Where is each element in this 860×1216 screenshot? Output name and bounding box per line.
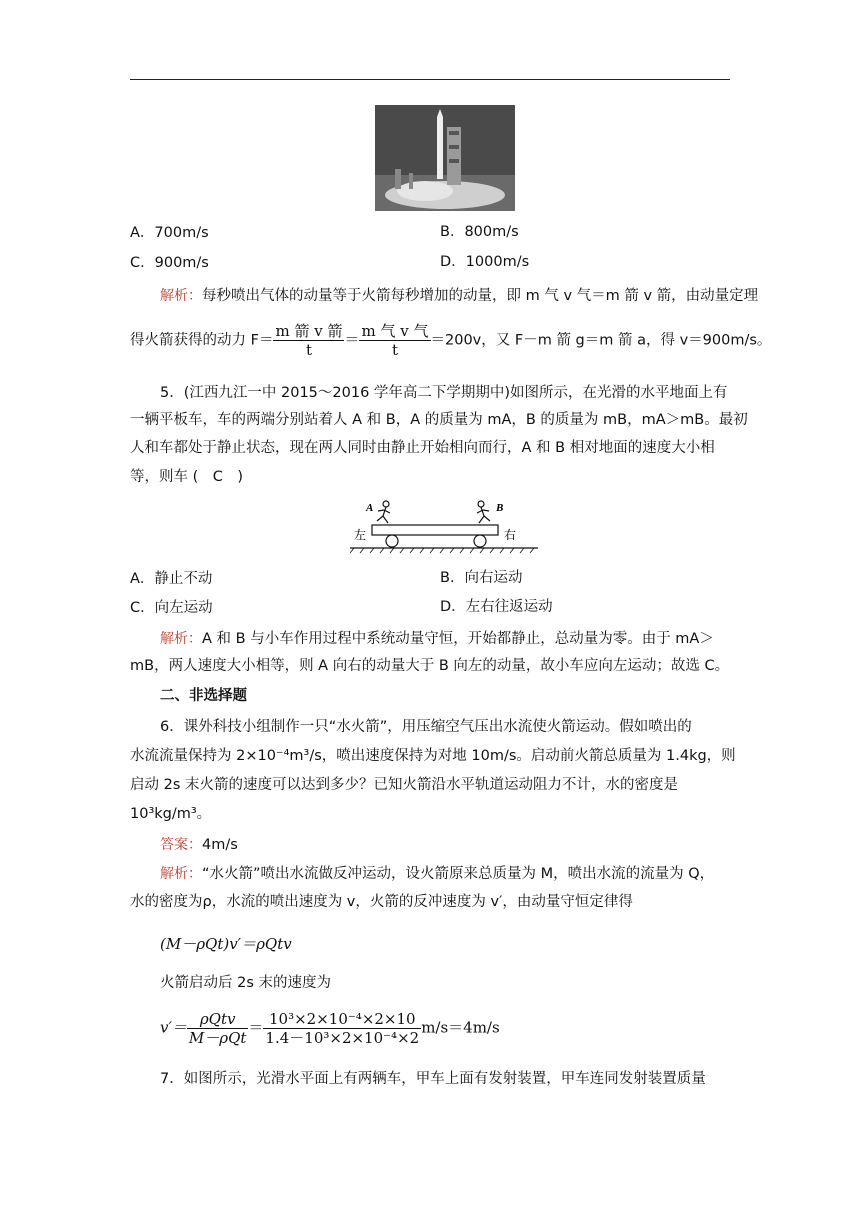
q6-eq2-f2-den: 1.4－10³×2×10⁻⁴×2 (265, 1029, 420, 1047)
q5-analysis-line2: mB，两人速度大小相等，则 A 向右的动量大于 B 向左的动量，故小车应向左运动；故选 C。 (130, 658, 730, 674)
q5-stem-line1: 5．(江西九江一中 2015～2016 学年高二下学期期中)如图所示，在光滑的水平地面上有 (160, 385, 728, 401)
q4-frac2-num: m 气 v 气 (361, 322, 429, 340)
q4-analysis-label: 解析： (160, 288, 202, 304)
q4-options-row1 (130, 221, 730, 244)
q5-analysis-label: 解析： (160, 631, 202, 647)
person-a-icon (377, 501, 390, 523)
q4-option-b: B．800m/s (440, 224, 519, 240)
q4-options-row2 (130, 251, 730, 274)
q7-stem-line1: 7．如图所示，光滑水平面上有两辆车，甲车上面有发射装置，甲车连同发射装置质量 (160, 1071, 706, 1087)
q6-answer-line (160, 833, 760, 856)
q5-analysis-text1: A 和 B 与小车作用过程中系统动量守恒，开始都静止，总动量为零。由于 mA＞ (202, 631, 714, 647)
q6-eq2-fraction-2 (263, 1010, 421, 1047)
section-title: 二、非选择题 (160, 688, 247, 704)
header-rule (130, 79, 730, 80)
q4-fraction-2 (359, 322, 430, 359)
cart-figure (350, 497, 540, 557)
cart-board (372, 525, 498, 535)
q5-options-row1 (130, 567, 730, 590)
q6-stem-line1: 6．课外科技小组制作一只“水火箭”，用压缩空气压出水流使火箭运动。假如喷出的 (160, 719, 692, 735)
q6-equation-1: (M－ρQt)v′＝ρQtv (160, 935, 292, 953)
q4-analysis-text2-post: ＝200v，又 F－m 箭 g＝m 箭 a，得 v＝900m/s。 (430, 332, 772, 349)
q6-analysis-line2: 水的密度为ρ，水流的喷出速度为 v，火箭的反冲速度为 v′，由动量守恒定律得 (130, 894, 633, 910)
cart-wheel-left (386, 535, 398, 547)
q6-stem-line3: 启动 2s 末火箭的速度可以达到多少？已知火箭沿水平轨道运动阻力不计，水的密度是 (130, 777, 678, 793)
q4-option-c: C．900m/s (130, 255, 209, 271)
q4-analysis-text1: 每秒喷出气体的动量等于火箭每秒增加的动量，即 m 气 v 气＝m 箭 v 箭，由动量定理 (202, 288, 759, 304)
q5-option-a: A．静止不动 (130, 571, 213, 587)
q6-equation-2: v′＝ $\frac{\text{ρQtv}}{\text{M－ρQt}}$ ＝ $\frac{\text{10³×2×10⁻⁴×2×10}}{\text{1.4－10³×2×10⁻⁴×2}}$ m/s＝4m/s (160, 1010, 500, 1047)
q6-analysis-line1 (160, 862, 760, 885)
q4-analysis-line1 (160, 284, 760, 307)
q5-option-c: C．向左运动 (130, 600, 213, 616)
fig-label-b: B (496, 502, 504, 514)
q4-frac1-den: t (305, 341, 312, 359)
rocket-launch-photo (375, 105, 515, 211)
q6-analysis-label: 解析： (160, 866, 202, 882)
q6-eq2-fraction-1 (187, 1010, 249, 1047)
fig-label-left: 左 (354, 528, 367, 542)
q5-option-b: B．向右运动 (440, 570, 523, 586)
fig-label-right: 右 (504, 528, 517, 542)
q6-stem-line2: 水流流量保持为 2×10⁻⁴m³/s，喷出速度保持为对地 10m/s。启动前火箭总质量为 1.4kg，则 (130, 748, 736, 764)
q6-answer-label: 答案： (160, 837, 202, 853)
q4-equals: ＝ (344, 330, 360, 349)
q4-analysis-line2 (130, 322, 772, 359)
q4-option-a: A．700m/s (130, 225, 209, 241)
q5-analysis-line1 (160, 627, 760, 650)
q4-fraction-1 (273, 322, 344, 359)
q4-option-d: D．1000m/s (440, 254, 530, 270)
fig-label-a: A (366, 502, 374, 514)
q6-eq2-f2-num: 10³×2×10⁻⁴×2×10 (263, 1010, 421, 1029)
q5-stem-line3: 人和车都处于静止状态，现在两人同时由静止开始相向而行，A 和 B 相对地面的速度大小相 (130, 440, 715, 456)
ground-hatch (350, 548, 534, 553)
q5-options-row2 (130, 596, 730, 619)
person-b-icon (477, 501, 490, 523)
q6-analysis-text1: “水火箭”喷出水流做反冲运动，设火箭原来总质量为 M，喷出水流的流量为 Q， (202, 866, 715, 882)
q6-eq2-rhs: m/s＝4m/s (421, 1018, 500, 1037)
q4-frac2-den: t (391, 341, 398, 359)
cart-wheel-right (474, 535, 486, 547)
q6-eq2-f1-num: ρQtv (187, 1010, 249, 1029)
q5-stem-line4: 等，则车 ( C ) (130, 469, 244, 485)
q6-answer-value: 4m/s (202, 837, 238, 853)
q6-eq2-f1-den: M－ρQt (188, 1029, 247, 1047)
q6-after-text: 火箭启动后 2s 末的速度为 (160, 975, 331, 991)
q6-eq2-lhs: v′＝ (160, 1018, 187, 1037)
q4-frac1-num: m 箭 v 箭 (275, 322, 343, 340)
q6-stem-line4: 10³kg/m³。 (130, 806, 212, 822)
q4-analysis-text2-pre: 得火箭获得的动力 F＝ (130, 332, 274, 349)
q5-option-d: D．左右往返运动 (440, 599, 553, 615)
q5-stem-line2: 一辆平板车，车的两端分别站着人 A 和 B，A 的质量为 mA，B 的质量为 mB，mA＞mB。最初 (130, 412, 748, 428)
